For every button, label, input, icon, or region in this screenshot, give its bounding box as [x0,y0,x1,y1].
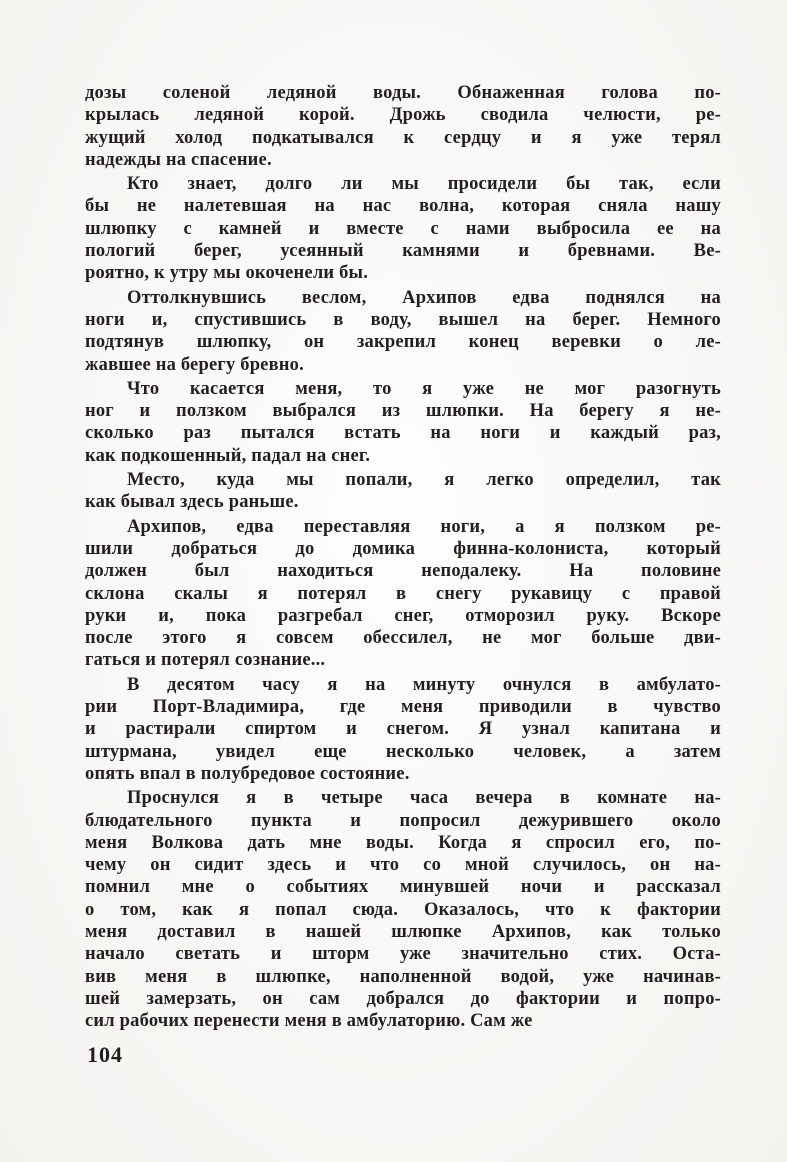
paragraph [85,82,721,171]
text-line: как бывал здесь раньше. [85,492,299,513]
text-line: штурмана, увидел еще несколько человек, а затем [85,741,721,762]
paragraph [85,674,721,785]
text-line: шили добраться до домика финна-колониста, который [85,538,721,559]
text-line: шей замерзать, он сам добрался до фактории и попро- [85,988,721,1009]
text-line: шлюпку с камней и вместе с нами выбросила ее на [85,218,721,239]
text-line: помнил мне о событиях минувшей ночи и рассказал [85,877,721,898]
text-line: жавшее на берегу бревно. [85,354,304,375]
text-line: после этого я совсем обессилел, не мог больше дви- [85,628,721,649]
paragraph [85,173,721,284]
paragraph [85,287,721,376]
text-line: начало светать и шторм уже значительно стих. Оста- [85,944,721,965]
paragraph [85,516,721,672]
text-line: ноги и, спустившись в воду, вышел на берег. Немного [85,309,721,330]
text-line: Место, куда мы попали, я легко определил, так [127,470,721,491]
text-line: Оттолкнувшись веслом, Архипов едва поднялся на [127,287,721,308]
text-line: рии Порт-Владимира, где меня приводили в чувство [85,697,721,718]
text-line: дозы соленой ледяной воды. Обнаженная голова по- [85,83,721,103]
paragraph [85,787,721,1032]
text-line: как подкошенный, падал на снег. [85,445,371,466]
text-line: В десятом часу я на минуту очнулся в амбулато- [127,674,721,695]
text-line: меня доставил в нашей шлюпке Архипов, как только [85,921,721,942]
page-number: 104 [87,1042,123,1067]
page-text-column [85,82,721,1032]
text-line: сил рабочих перенести меня в амбулаторию. Сам же [85,1011,533,1032]
text-line: вив меня в шлюпке, наполненной водой, уже начинав- [85,966,721,987]
text-line: пологий берег, усеянный камнями и бревнами. Ве- [85,241,721,262]
text-line: надежды на спасение. [85,149,272,170]
text-line: крылась ледяной корой. Дрожь сводила челюсти, ре- [85,105,721,126]
text-line: Проснулся я в четыре часа вечера в комнате на- [127,788,721,809]
paragraph [85,469,721,514]
text-line: должен был находиться неподалеку. На половине [85,561,721,582]
text-line: сколько раз пытался встать на ноги и каждый раз, [85,423,721,444]
text-line: роятно, к утру мы окоченели бы. [85,263,369,284]
text-line: Кто знает, долго ли мы просидели бы так, если [127,174,721,195]
text-line: бы не налетевшая на нас волна, которая сняла нашу [85,196,721,217]
text-line: меня Волкова дать мне воды. Когда я спросил его, по- [85,832,721,853]
paragraph [85,378,721,467]
text-line: склона скалы я потерял в снегу рукавицу с правой [85,583,721,604]
text-line: Архипов, едва переставляя ноги, а я ползком ре- [127,516,721,537]
text-line: гаться и потерял сознание... [85,650,326,671]
text-line: Что касается меня, то я уже не мог разогнуть [127,378,721,399]
text-line: о том, как я попал сюда. Оказалось, что к фактории [85,899,721,920]
text-line: и растирали спиртом и снегом. Я узнал капитана и [85,719,721,740]
text-line: чему он сидит здесь и что со мной случилось, он на- [85,855,721,876]
text-line: руки и, пока разгребал снег, отморозил руку. Вскоре [85,605,721,626]
text-line: опять впал в полубредовое состояние. [85,763,410,784]
text-line: блюдательного пункта и попросил дежурившего около [85,810,721,831]
text-line: подтянув шлюпку, он закрепил конец веревки о ле- [85,332,721,353]
text-line: ног и ползком выбрался из шлюпки. На берегу я не- [85,401,721,422]
text-line: жущий холод подкатывался к сердцу и я уже терял [85,127,721,148]
